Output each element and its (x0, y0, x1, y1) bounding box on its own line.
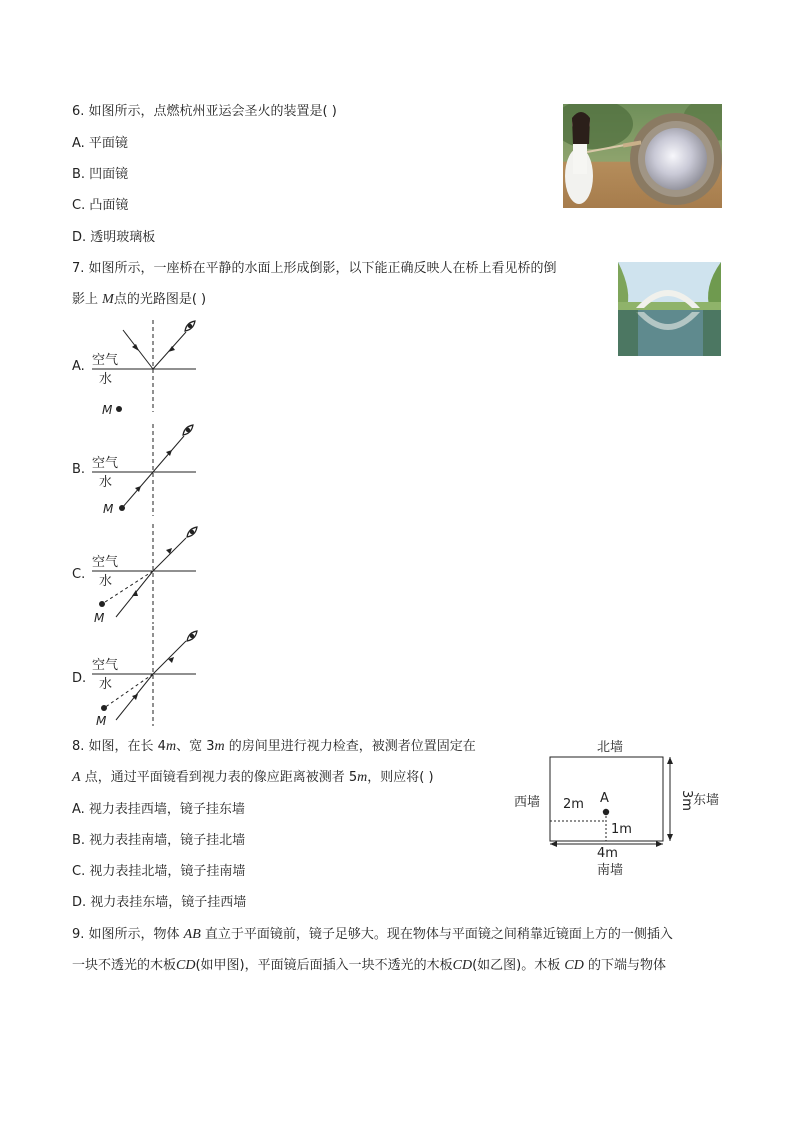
q9-text-part: 一块不透光的木板 (72, 958, 177, 973)
unit-m: m (214, 739, 225, 754)
q8-option-a: A. 视力表挂西墙，镜子挂东墙 (72, 802, 245, 817)
point-a-var: A (72, 770, 81, 785)
q8-stem-part: ，则应将( ) (367, 770, 434, 785)
q6-option-b: B. 凹面镜 (72, 167, 129, 182)
q9-text-part: 直立于平面镜前，镜子足够大。现在物体与平面镜之间稍靠近镜面上方的一侧插入 (200, 927, 673, 942)
q9-line2 (72, 958, 666, 974)
eye-icon (183, 319, 196, 332)
q8-option-c: C. 视力表挂北墙，镜子挂南墙 (72, 864, 246, 879)
var-cd: CD (564, 958, 584, 973)
water-label: 水 (99, 677, 113, 692)
q7-option-b: B. (72, 462, 86, 477)
point-m-label: M (102, 403, 113, 414)
q7-stem-line1: 7. 如图所示，一座桥在平静的水面上形成倒影，以下能正确反映人在桥上看见桥的倒 (72, 261, 557, 276)
width-label: 4m (597, 846, 618, 861)
q7-stem-line2-post: 点的光路图是( ) (113, 292, 207, 307)
bridge-reflection-photo (618, 262, 721, 356)
q7-diagram-b (86, 422, 206, 518)
height-label: 3m (679, 790, 694, 811)
air-label: 空气 (92, 555, 119, 570)
q8-option-b: B. 视力表挂南墙，镜子挂北墙 (72, 833, 246, 848)
eye-icon (185, 525, 198, 538)
room-diagram (505, 734, 735, 882)
q8-stem-part: 的房间里进行视力检查，被测者位置固定在 (224, 739, 476, 754)
q7-option-d: D. (72, 671, 87, 686)
q8-stem-line1 (72, 739, 476, 755)
point-a-label: A (600, 791, 609, 806)
q9-text-part: 的下端与物体 (583, 958, 666, 973)
q7-option-a: A. (72, 359, 85, 374)
air-label: 空气 (92, 456, 119, 471)
q6-option-c: C. 凸面镜 (72, 198, 129, 213)
water-label: 水 (99, 574, 113, 589)
q7-stem-line2-pre: 影上 (72, 292, 103, 307)
eye-icon (181, 423, 194, 436)
water-label: 水 (99, 475, 113, 490)
q6-stem: 6. 如图所示，点燃杭州亚运会圣火的装置是( ) (72, 104, 337, 119)
dist-west-label: 2m (563, 797, 584, 812)
point-m-label: M (103, 502, 114, 516)
q7-stem-var-m: M (102, 292, 114, 307)
q9-line1 (72, 927, 673, 943)
var-cd: CD (452, 958, 473, 973)
south-wall-label: 南墙 (597, 863, 624, 878)
q9-text-part: (如乙图)。木板 (472, 958, 565, 973)
q8-stem-part: 8. 如图，在长 4 (72, 739, 166, 754)
q8-stem-part: 点，通过平面镜看到视力表的像应距离被测者 5 (80, 770, 358, 785)
q8-stem-part: 、宽 3 (176, 739, 215, 754)
dist-south-label: 1m (611, 822, 632, 837)
west-wall-label: 西墙 (514, 795, 541, 810)
north-wall-label: 北墙 (597, 740, 624, 755)
q8-option-d: D. 视力表挂东墙，镜子挂西墙 (72, 895, 247, 910)
q9-text-part: 9. 如图所示，物体 (72, 927, 184, 942)
var-ab: AB (183, 927, 201, 942)
q7-option-c: C. (72, 567, 86, 582)
q7-stem-line2 (72, 292, 206, 308)
water-label: 水 (99, 372, 113, 387)
unit-m: m (165, 739, 177, 754)
q8-stem-line2 (72, 770, 434, 786)
air-label: 空气 (92, 658, 119, 673)
q7-diagram-d (86, 624, 206, 728)
q9-text-part: (如甲图)，平面镜后面插入一块不透光的木板 (195, 958, 453, 973)
point-m-label: M (94, 611, 105, 625)
air-label: 空气 (92, 353, 119, 368)
unit-m: m (357, 770, 368, 785)
torch-lighting-photo (563, 104, 722, 208)
q7-diagram-a (86, 318, 206, 414)
q7-diagram-c (86, 522, 206, 626)
east-wall-label: 东墙 (693, 793, 720, 808)
eye-icon (185, 629, 198, 642)
point-m-label: M (96, 714, 107, 728)
q6-option-d: D. 透明玻璃板 (72, 230, 156, 245)
q6-option-a: A. 平面镜 (72, 136, 128, 151)
var-cd: CD (176, 958, 196, 973)
